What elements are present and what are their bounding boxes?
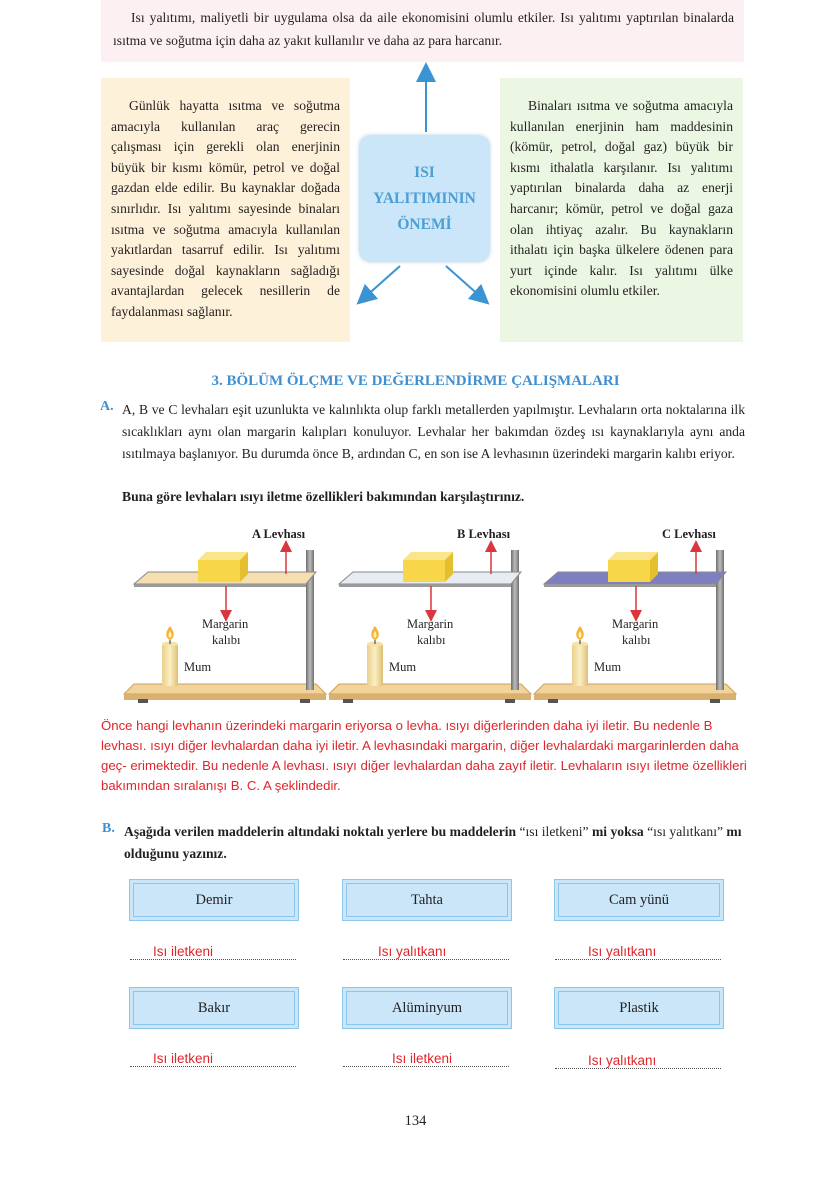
answer-line-cam-yunu[interactable] bbox=[555, 943, 721, 960]
base-foot bbox=[710, 699, 720, 703]
plate-title: B Levhası bbox=[457, 527, 511, 541]
candle bbox=[162, 644, 178, 686]
margarin-label: Margarin bbox=[612, 617, 659, 631]
plate-title: A Levhası bbox=[252, 527, 306, 541]
answer-line-bakir[interactable] bbox=[130, 1050, 296, 1067]
base-board-edge bbox=[124, 694, 326, 700]
margarine-top bbox=[403, 552, 453, 560]
question-b-term1: “ısı iletkeni” bbox=[519, 824, 589, 839]
base-foot bbox=[300, 699, 310, 703]
experiment-illustration bbox=[120, 522, 740, 712]
right-note: Binaları ısıtma ve soğutma amacıyla kullanılan enerjinin ham maddesinin (kömür, petrol, doğal gaz) büyük bir kısmı ithalatla karşılanır. Isı yalıtımı yaptırılan binalarda daha az enerji harcanır; kömür, petrol ve doğal gaza olan ihtiyaç azalır. Bu kaynakların ithalatı için başka ülkelere ödenen para yurt içinde kalır. Isı yalıtımı ülke ekonomisini olumlu etkiler. bbox=[500, 78, 743, 342]
base-board-edge bbox=[329, 694, 531, 700]
answer-text: Isı iletkeni bbox=[153, 1051, 214, 1066]
experiment-setup-2 bbox=[329, 527, 531, 703]
material-box-plastik bbox=[554, 987, 724, 1029]
margarine-top bbox=[608, 552, 658, 560]
material-name: Alüminyum bbox=[391, 999, 463, 1016]
question-b-term2: “ısı yalıtkanı” bbox=[647, 824, 724, 839]
base-foot bbox=[138, 699, 148, 703]
material-name: Demir bbox=[195, 891, 233, 908]
answer-text: Isı iletkeni bbox=[392, 1051, 453, 1066]
experiment-setup-3 bbox=[534, 527, 736, 703]
margarin-label: Margarin bbox=[407, 617, 454, 631]
arrow-left-down bbox=[364, 266, 400, 298]
material-box-aluminyum bbox=[342, 987, 512, 1029]
section-title: 3. BÖLÜM ÖLÇME VE DEĞERLENDİRME ÇALIŞMALARI bbox=[211, 373, 620, 389]
question-b-part3: mı olduğunu yazınız. bbox=[124, 824, 742, 861]
metal-plate-edge bbox=[544, 584, 716, 587]
margarine-block bbox=[198, 560, 240, 582]
answer-line-tahta[interactable] bbox=[343, 943, 509, 960]
base-board bbox=[534, 684, 736, 694]
plate-title: C Levhası bbox=[662, 527, 716, 541]
concept-title-box bbox=[360, 136, 489, 261]
material-box-cam-yunu bbox=[554, 879, 724, 921]
candle-label: Mum bbox=[594, 660, 622, 674]
stand-pole bbox=[306, 550, 314, 690]
candle-label: Mum bbox=[184, 660, 212, 674]
margarine-block bbox=[403, 560, 445, 582]
stand-pole bbox=[716, 550, 724, 690]
kalip-label: kalıbı bbox=[212, 633, 241, 647]
kalip-label: kalıbı bbox=[622, 633, 651, 647]
answer-text: Isı yalıtkanı bbox=[378, 944, 447, 959]
base-foot bbox=[343, 699, 353, 703]
metal-plate-edge bbox=[339, 584, 511, 587]
answer-text: Isı yalıtkanı bbox=[588, 944, 657, 959]
base-board bbox=[329, 684, 531, 694]
base-foot bbox=[548, 699, 558, 703]
answer-text: Isı iletkeni bbox=[153, 944, 214, 959]
question-b-text bbox=[124, 821, 749, 865]
concept-title-line3: ÖNEMİ bbox=[397, 215, 452, 233]
margarine-top bbox=[198, 552, 248, 560]
experiment-setup-1 bbox=[124, 527, 326, 703]
base-board bbox=[124, 684, 326, 694]
page-number: 134 bbox=[404, 1113, 427, 1129]
left-note: Günlük hayatta ısıtma ve soğutma amacıyla kullanılan araç gerecin çalışması için gerekli olan enerjinin büyük bir kısmı kömür, petrol ve doğal gazdan elde edilir. Bu kaynaklar doğada sınırlıdır. Isı yalıtımı sayesinde binaları ısıtma ve soğutma amacıyla kullanılan yakıtlardan tasarruf edilir. Isı yalıtımı sayesinde doğal kaynakların sağladığı avantajlardan gelecek nesillerin de faydalanması sağlanır. bbox=[101, 78, 350, 342]
answer-line-plastik[interactable] bbox=[555, 1052, 721, 1069]
metal-plate-edge bbox=[134, 584, 306, 587]
stand-pole bbox=[511, 550, 519, 690]
question-a-text: A, B ve C levhaları eşit uzunlukta ve kalınlıkta olup farklı metallerden yapılmıştır. Levhaların orta noktalarına ilk sıcaklıkları aynı olan margarin kalıpları konuluyor. Levhalar her bakımdan özdeş ısı kaynaklarıyla aynı anda ısıtılmaya başlanıyor. Bu durumda önce B, ardından C, en son ise A levhasının üzerindeki margarin kalıbı eriyor. bbox=[122, 402, 745, 461]
material-box-tahta bbox=[342, 879, 512, 921]
question-a-prompt: Buna göre levhaları ısıyı iletme özellikleri bakımından karşılaştırınız. bbox=[122, 489, 525, 504]
base-board-edge bbox=[534, 694, 736, 700]
base-foot bbox=[505, 699, 515, 703]
answer-a: Önce hangi levhanın üzerindeki margarin eriyorsa o levha. ısıyı diğerlerinden daha iyi iletir. Bu nedenle B levhası. ısıyı diğer levhalardan daha iyi iletir. A levhasındaki margarin, diğer levhalardaki margarinlerden daha geç- erimektedir. Bu nedenle A levhası. ısıyı diğer levhalardan daha zayıf iletir. Levhaların ısıyı iletme özellikleri bakımından sıralanışı B. C. A şeklindedir. bbox=[101, 718, 747, 793]
concept-title-line1: ISI bbox=[414, 163, 435, 181]
candle bbox=[572, 644, 588, 686]
answer-line-demir[interactable] bbox=[130, 943, 296, 960]
margarine-block bbox=[608, 560, 650, 582]
kalip-label: kalıbı bbox=[417, 633, 446, 647]
question-b-part2: mi yoksa bbox=[591, 824, 644, 839]
answer-line-aluminyum[interactable] bbox=[343, 1050, 509, 1067]
material-name: Cam yünü bbox=[608, 891, 669, 908]
candle bbox=[367, 644, 383, 686]
material-box-demir bbox=[129, 879, 299, 921]
arrow-right-down bbox=[446, 266, 482, 298]
material-name: Bakır bbox=[197, 999, 231, 1016]
question-a-letter: A. bbox=[100, 399, 114, 414]
top-note: Isı yalıtımı, maliyetli bir uygulama olsa da aile ekonomisini olumlu etkiler. Isı yalıtımı yaptırılan binalarda ısıtma ve soğutma için daha az yakıt kullanılır ve daha az para harcanır. bbox=[101, 0, 744, 62]
margarin-label: Margarin bbox=[202, 617, 249, 631]
material-name: Plastik bbox=[619, 999, 659, 1016]
question-b-letter: B. bbox=[102, 821, 115, 836]
candle-label: Mum bbox=[389, 660, 417, 674]
material-box-bakir bbox=[129, 987, 299, 1029]
concept-title-line2: YALITIMININ bbox=[373, 189, 476, 207]
material-name: Tahta bbox=[411, 891, 443, 908]
answer-text: Isı yalıtkanı bbox=[588, 1053, 657, 1068]
question-b-part1: Aşağıda verilen maddelerin altındaki noktalı yerlere bu maddelerin bbox=[124, 824, 517, 839]
